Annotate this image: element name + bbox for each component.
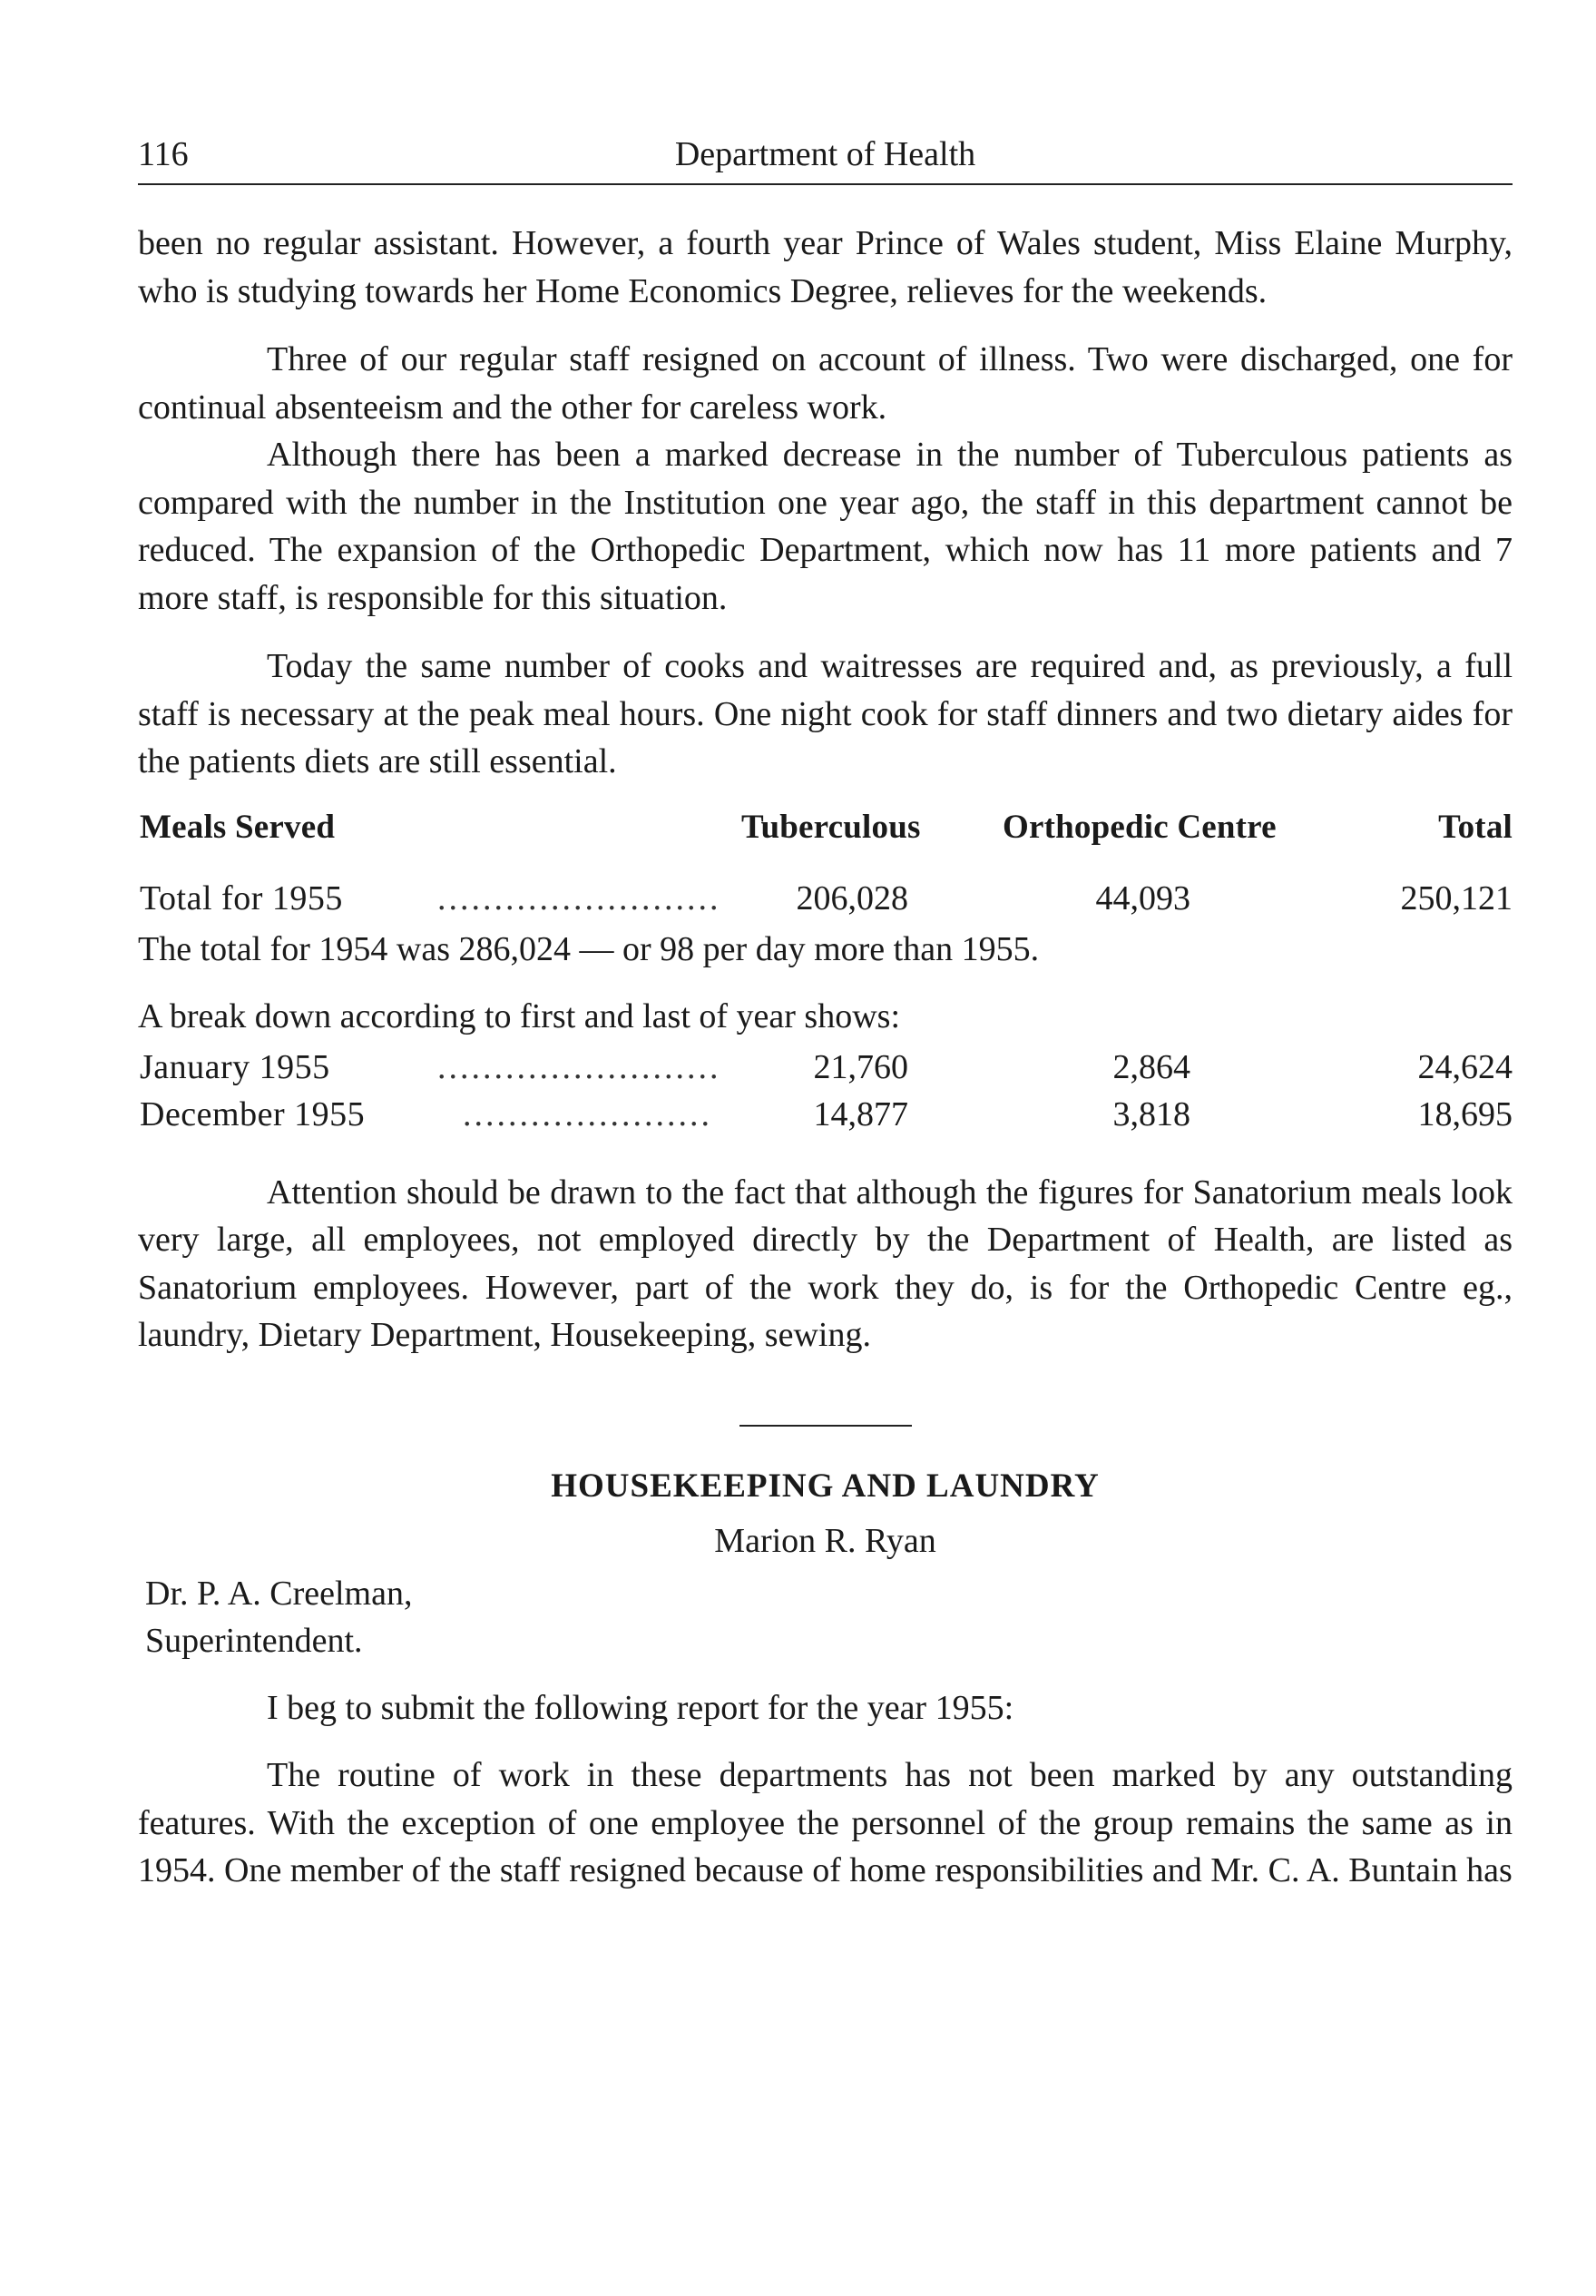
row-label: January 1955 <box>140 1047 330 1086</box>
section-divider <box>739 1425 912 1427</box>
section-author: Marion R. Ryan <box>714 1521 936 1560</box>
paragraph-attention: Attention should be drawn to the fact that although the figures for Sanatorium meals look very large, all employees, not employed directly by the Department of Health, are listed as Sanatorium employees. However, part of the work they do, is for the Orthopedic Centre eg., laundry, Dietary Department, Housekeeping, sewing. <box>138 1173 1513 1354</box>
cell-orthopedic: 3,818 <box>1112 1094 1190 1133</box>
paragraph-tuberculous-decrease: Although there has been a marked decrease in the number of Tuberculous patients as compared with the number in the Institution one year ago, the staff in this department cannot be reduced. The expansion of the Orthopedic Department, which now has 11 more patients and 7 more staff, is responsible for this situation. <box>138 436 1513 617</box>
cell-orthopedic: 44,093 <box>1095 878 1190 917</box>
leader-dots: ...................... <box>463 1094 712 1133</box>
table-header-row <box>138 808 1513 855</box>
paragraph-assistant: been no regular assistant. However, a fourth year Prince of Wales student, Miss Elaine Murphy, who is studying towards her Home Economics Degree, relieves for the weekends. <box>138 224 1513 310</box>
cell-total: 18,695 <box>1417 1094 1513 1133</box>
meals-served-table <box>138 808 1513 1142</box>
paragraph-routine-work: The routine of work in these departments has not been marked by any outstanding features. With the exception of one employee the personnel of the group remains the same as in 1954. One member of the staff resigned because of home responsibilities and Mr. C. A. Buntain has <box>138 1756 1513 1889</box>
salutation <box>145 1570 1513 1664</box>
running-header <box>138 127 1513 185</box>
cell-total: 250,121 <box>1400 878 1513 917</box>
leader-dots: ......................... <box>437 878 721 917</box>
note-1954-total: The total for 1954 was 286,024 — or 98 per day more than 1955. <box>138 929 1040 968</box>
cell-tuberculous: 206,028 <box>796 878 908 917</box>
header-tuberculous: Tuberculous <box>741 808 921 846</box>
row-label: Total for 1955 <box>140 878 343 917</box>
section-title: HOUSEKEEPING AND LAUNDRY <box>551 1467 1100 1505</box>
paragraph-cooks-waitresses: Today the same number of cooks and waitresses are required and, as previously, a full staff is necessary at the peak meal hours. One night cook for staff dinners and two dietary aides for the patients diets are still essential. <box>138 647 1513 780</box>
page-number: 116 <box>138 135 189 173</box>
cell-tuberculous: 21,760 <box>813 1047 908 1086</box>
cell-tuberculous: 14,877 <box>813 1094 908 1133</box>
table-row <box>138 878 1513 926</box>
report-page <box>138 127 1513 1895</box>
row-label: December 1955 <box>140 1094 366 1133</box>
table-row <box>138 1047 1513 1094</box>
table-row <box>138 1094 1513 1142</box>
paragraph-submit-report: I beg to submit the following report for the year 1955: <box>267 1688 1014 1727</box>
header-total: Total <box>1438 808 1513 846</box>
running-title: Department of Health <box>674 135 976 173</box>
breakdown-intro: A break down according to first and last of year shows: <box>138 996 901 1035</box>
header-meals-served: Meals Served <box>140 808 336 846</box>
paragraph-staff-resigned: Three of our regular staff resigned on account of illness. Two were discharged, one for continual absenteeism and the other for careless work. <box>138 340 1513 427</box>
salutation-title: Superintendent. <box>145 1621 363 1660</box>
salutation-name: Dr. P. A. Creelman, <box>145 1574 413 1613</box>
cell-total: 24,624 <box>1417 1047 1513 1086</box>
cell-orthopedic: 2,864 <box>1112 1047 1190 1086</box>
leader-dots: ......................... <box>437 1047 721 1086</box>
header-orthopedic-centre: Orthopedic Centre <box>1003 808 1277 846</box>
